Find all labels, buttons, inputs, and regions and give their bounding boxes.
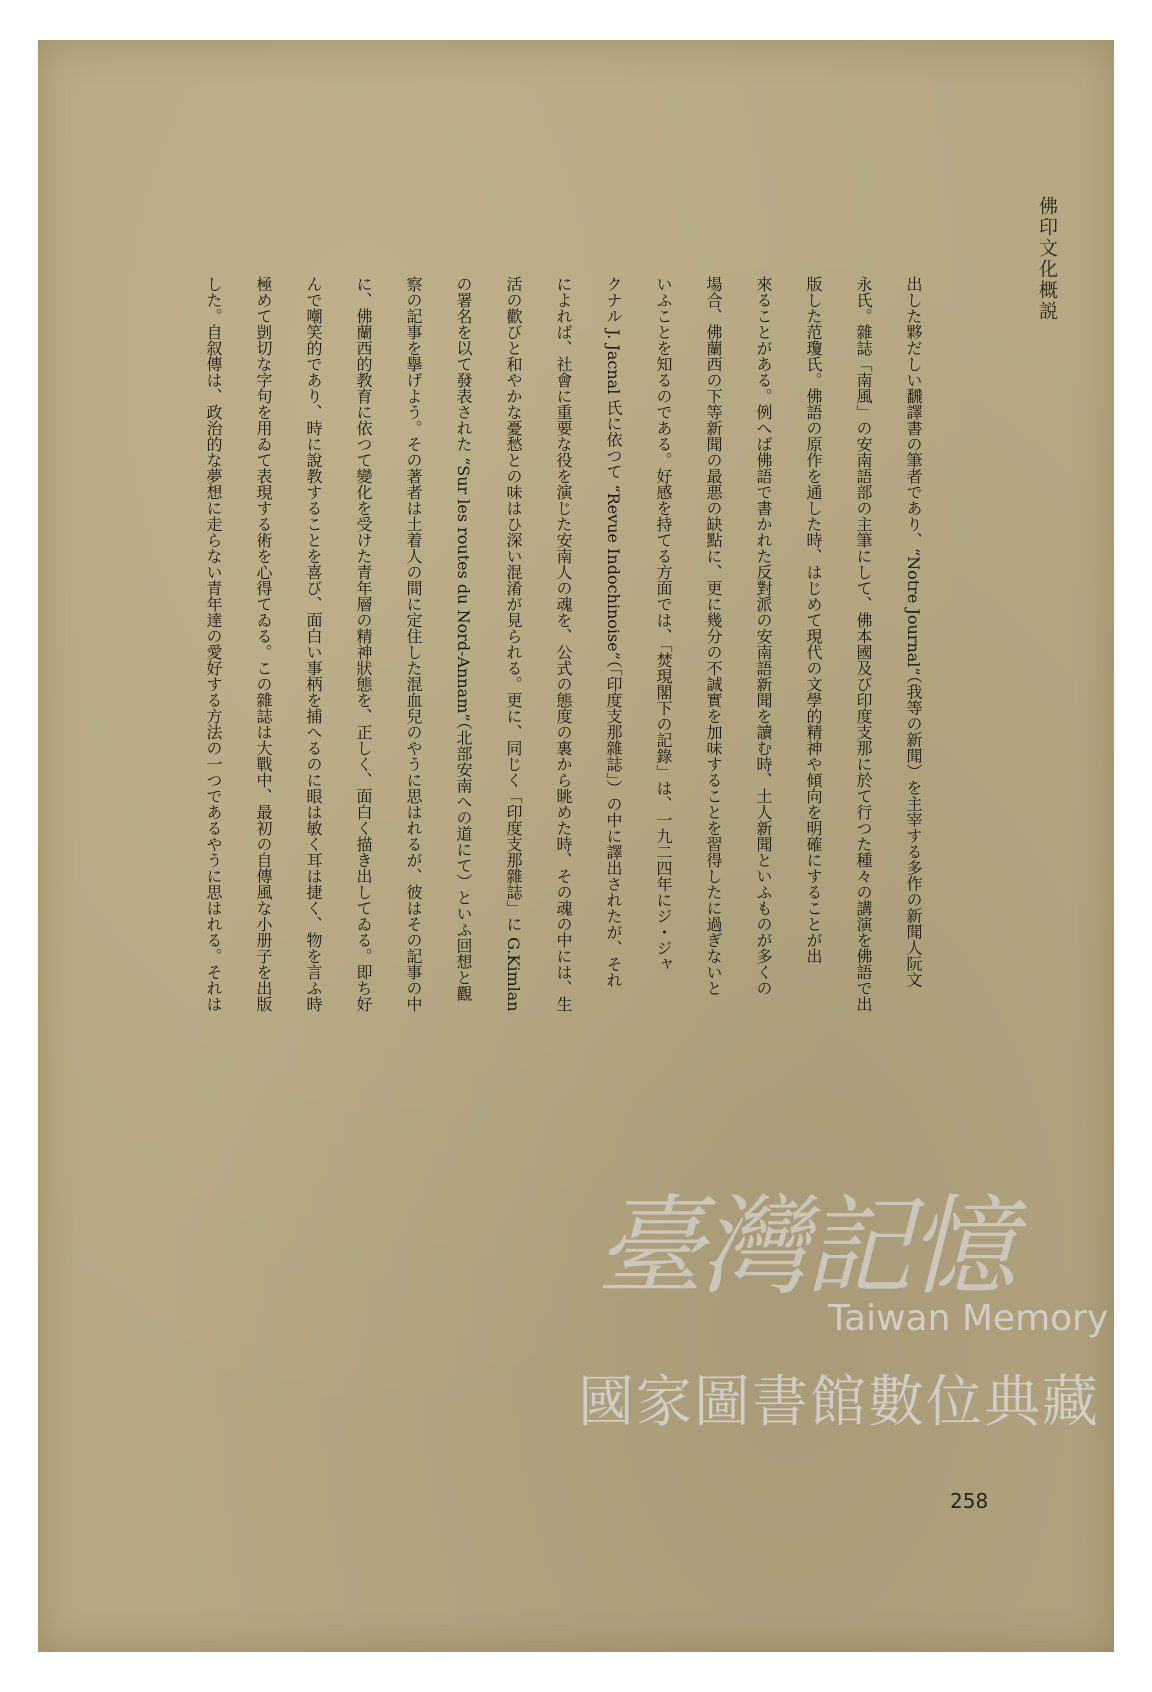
text-column: によれば、社會に重要な役を演じた安南人の魂を、公式の態度の裏から眺めた時、その魂の中には、生 xyxy=(554,276,573,1012)
text-column: に、佛蘭西的教育に依つて變化を受けた青年層の精神狀態を、正しく、面白く描き出してゐる。即ち好 xyxy=(354,276,373,1012)
text-column: 極めて剴切な字句を用ゐて表現する術を心得てゐる。この雜誌は大戰中、最初の自傳風な小册子を出版 xyxy=(254,276,273,1012)
text-column: 場合、佛蘭西の下等新聞の最悪の缺點に、更に幾分の不誠實を加味することを習得したに過ぎないと xyxy=(704,276,723,996)
text-column: 察の記事を擧げよう。その著者は土着人の間に定住した混血兒のやうに思はれるが、彼はその記事の中 xyxy=(404,276,423,1012)
running-header: 佛印文化概説 xyxy=(1036,196,1058,322)
watermark-english-text: Taiwan Memory xyxy=(828,1298,1109,1339)
watermark-chinese-text: 國家圖書館數位典藏 xyxy=(578,1370,1100,1435)
text-column: いふことを知るのである。好感を持てる方面では、「焚現閣下の記錄」は、一九二四年にジ・ジャ xyxy=(654,276,673,972)
text-column: んで嘲笑的であり、時に說教することを喜び、面白い事柄を捕へるのに眼は敏く耳は捷く、物を言ふ時 xyxy=(304,276,323,1012)
library-watermark xyxy=(578,1148,1138,1438)
book-page xyxy=(38,40,1114,1652)
watermark-seal-text: 臺灣記憶 xyxy=(596,1185,1013,1310)
text-column: の署名を以て發表された “Sur les routes du Nord-Annam”（北部安南への道にて）といふ回想と觀 xyxy=(454,276,473,1002)
text-column: 活の歡びと和やかな憂愁との味はひ深い混淆が見られる。更に、同じく「印度支那雜誌」に G.Kimlan xyxy=(504,276,523,1012)
page-number: 258 xyxy=(950,1489,989,1513)
text-column: 永氏。雜誌「南風」の安南語部の主筆にして、佛本國及び印度支那に於て行つた種々の講演を佛語で出 xyxy=(854,276,873,1012)
text-column: 出した夥だしい飜譯書の筆者であり、“Notre Journal”（我等の新聞）を主宰する多作の新聞人阮文 xyxy=(904,276,923,988)
text-column: 來ることがある。例へば佛語で書かれた反對派の安南語新聞を讀む時、土人新聞といふものが多くの xyxy=(754,276,773,996)
text-column: 版した范瓊氏。佛語の原作を通した時、はじめて現代の文學的精神や傾向を明確にすることが出 xyxy=(804,276,823,964)
text-column: した。自叙傳は、政治的な夢想に走らない青年達の愛好する方法の一つであるやうに思はれる。それは xyxy=(204,276,223,1012)
body-text xyxy=(188,276,938,1646)
text-column: クナル J. Jacnal 氏に依つて “Revue Indochinoise”（「印度支那雜誌」）の中に譯出されたが、それ xyxy=(604,276,623,988)
